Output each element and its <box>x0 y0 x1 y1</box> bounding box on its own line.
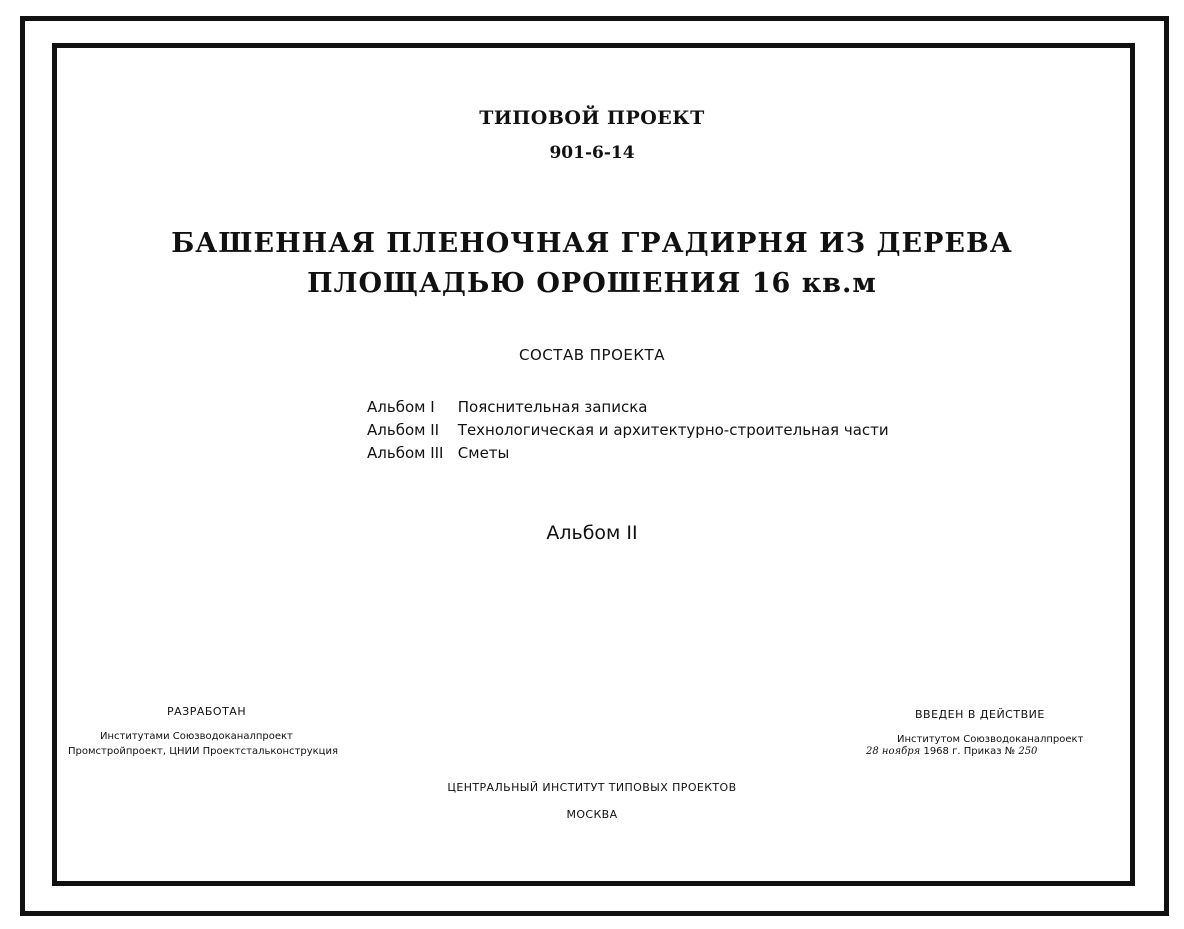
album-list-item <box>367 396 889 419</box>
project-type-heading: ТИПОВОЙ ПРОЕКТ <box>479 107 705 129</box>
introduction-date-line <box>866 746 1037 757</box>
publisher-name: ЦЕНТРАЛЬНЫЙ ИНСТИТУТ ТИПОВЫХ ПРОЕКТОВ <box>447 781 737 794</box>
developed-heading: РАЗРАБОТАН <box>167 705 247 718</box>
introduced-heading: ВВЕДЕН В ДЕЙСТВИЕ <box>915 708 1045 721</box>
developed-by-line-1: Институтами Союзводоканалпроект <box>100 731 293 742</box>
developed-by-line-2: Промстройпроект, ЦНИИ Проектстальконструкция <box>68 746 339 757</box>
album-list-item <box>367 442 889 465</box>
introduced-by-line: Институтом Союзводоканалпроект <box>897 734 1084 745</box>
album-number: Альбом III <box>367 444 444 462</box>
album-number: Альбом II <box>367 421 440 439</box>
album-number: Альбом I <box>367 398 435 416</box>
title-line-2: ПЛОЩАДЬЮ ОРОШЕНИЯ 16 кв.м <box>307 268 877 299</box>
album-name: Пояснительная записка <box>457 398 648 416</box>
composition-heading: СОСТАВ ПРОЕКТА <box>519 346 665 364</box>
album-name: Технологическая и архитектурно-строительная части <box>457 421 889 439</box>
introduction-date: 28 ноября <box>866 746 921 757</box>
album-list-item <box>367 419 889 442</box>
order-label: Приказ № <box>963 746 1016 757</box>
introduction-year: 1968 г. <box>923 746 961 757</box>
current-album-label: Альбом II <box>546 522 638 544</box>
album-list <box>367 396 889 465</box>
title-line-1: БАШЕННАЯ ПЛЕНОЧНАЯ ГРАДИРНЯ ИЗ ДЕРЕВА <box>171 228 1013 259</box>
order-number: 250 <box>1018 746 1038 757</box>
album-name: Сметы <box>457 444 510 462</box>
project-number: 901-6-14 <box>549 143 635 163</box>
publisher-city: МОСКВА <box>566 808 618 821</box>
